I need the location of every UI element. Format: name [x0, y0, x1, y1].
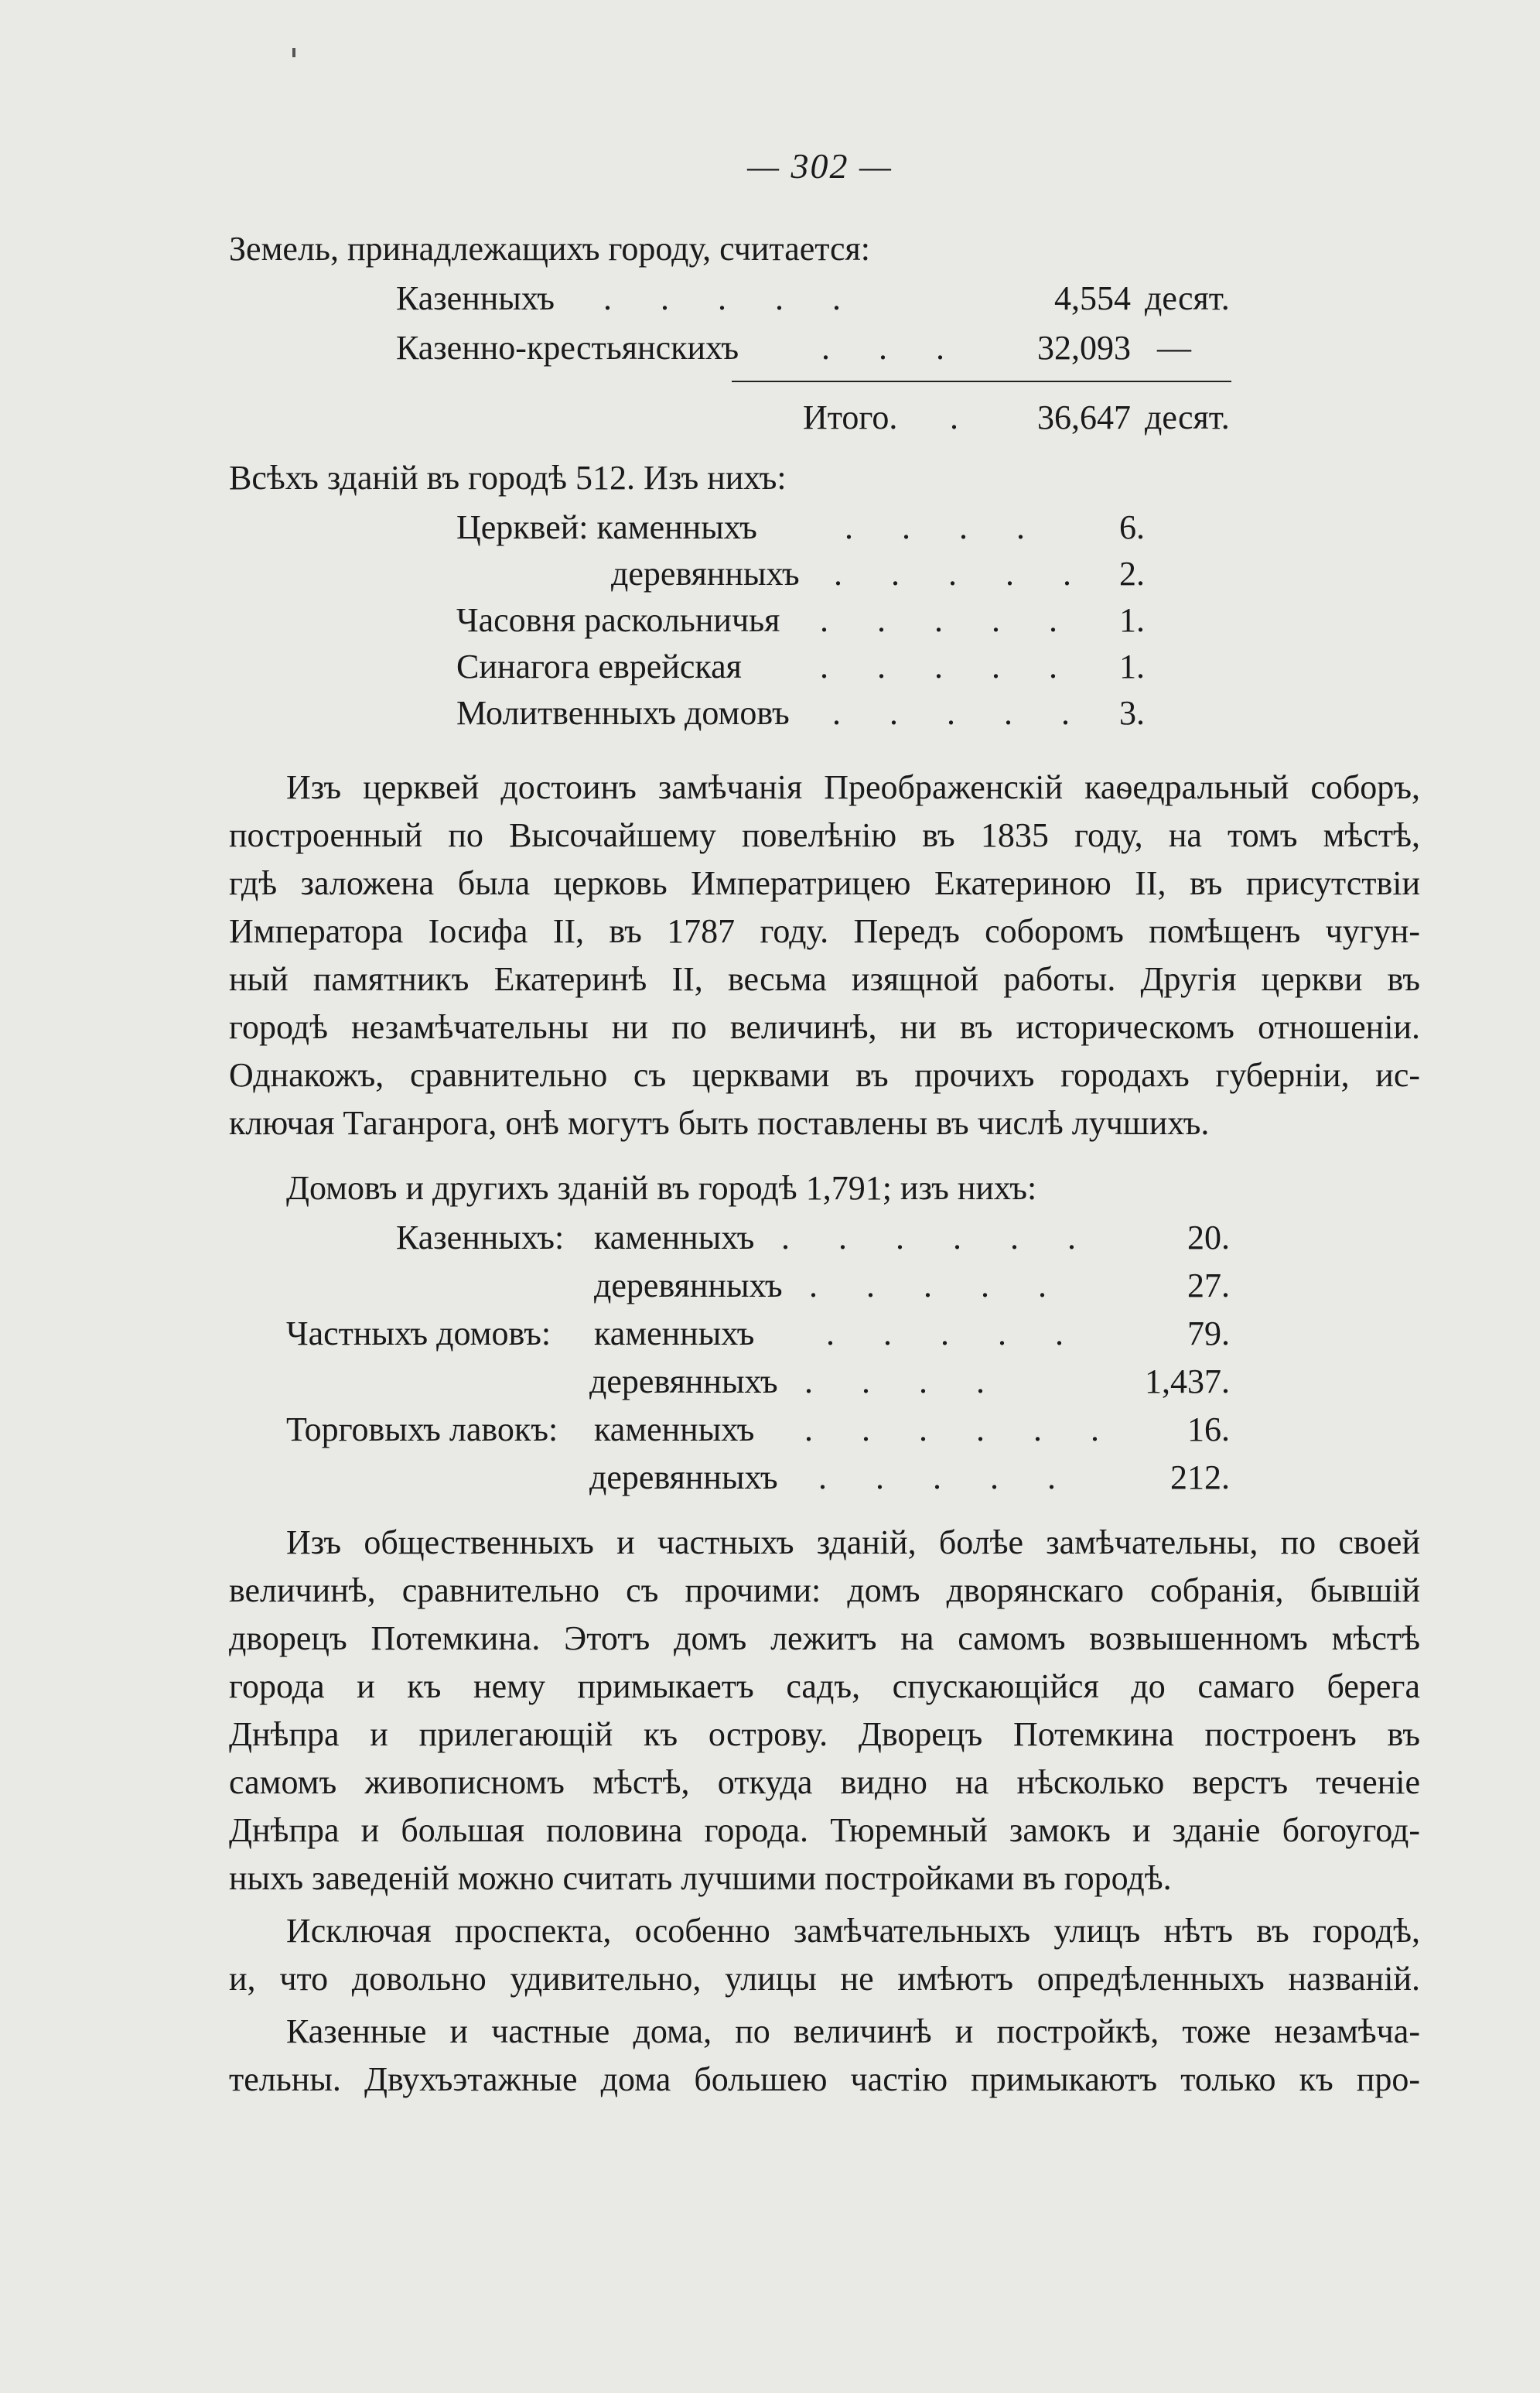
leader-dots: . . . . . — [832, 694, 1090, 732]
lands-row-label: Казенно-крестьянскихъ — [396, 329, 739, 367]
leader-dots: . . . . . — [809, 1267, 1067, 1304]
houses-row-value: 79. — [1187, 1314, 1230, 1352]
buildings-row-value: 1. — [1119, 601, 1145, 639]
lands-row-label: Казенныхъ — [396, 279, 555, 317]
houses-row-value: 27. — [1187, 1267, 1230, 1304]
text-line: и, что довольно удивительно, улицы не имѣютъ опредѣленныхъ названій. — [229, 1960, 1420, 1998]
houses-group-label: Торговыхъ лавокъ: — [286, 1410, 558, 1448]
lands-row-unit: десят. — [1145, 279, 1230, 317]
text-line: ключая Таганрога, онѣ могутъ быть поставлены въ числѣ лучшихъ. — [229, 1104, 1210, 1142]
houses-kind-label: каменныхъ — [594, 1410, 755, 1448]
text-line: величинѣ, сравнительно съ прочими: домъ дворянскаго собранія, бывшій — [229, 1571, 1420, 1609]
leader-dots: . . . — [821, 329, 965, 367]
buildings-row-label: Церквей: каменныхъ — [456, 508, 757, 546]
buildings-row-value: 1. — [1119, 648, 1145, 685]
buildings-row-label: Молитвенныхъ домовъ — [456, 694, 790, 732]
ink-speck — [292, 48, 295, 57]
text-line: Изъ церквей достоинъ замѣчанія Преображенскій каѳедральный соборъ, — [286, 768, 1420, 806]
lands-row-value: 32,093 — [1037, 329, 1131, 367]
houses-row-value: 1,437. — [1145, 1362, 1230, 1400]
leader-dots: . . . . . — [603, 279, 861, 317]
leader-dots: . . . . . . — [804, 1410, 1119, 1448]
lands-row-unit: — — [1157, 329, 1191, 367]
leader-dots: . . . . . — [834, 555, 1091, 593]
lands-total-value: 36,647 — [1037, 398, 1131, 436]
text-line: гдѣ заложена была церковь Императрицею Екатериною II, въ присутствіи — [229, 864, 1420, 902]
leader-dots: . . . . — [804, 1362, 1005, 1400]
text-line: Изъ общественныхъ и частныхъ зданій, болѣе замѣчательны, по своей — [286, 1523, 1420, 1561]
leader-dots: . . . . . — [820, 648, 1077, 685]
houses-kind-label: деревянныхъ — [594, 1267, 783, 1304]
houses-group-label: Казенныхъ: — [396, 1219, 565, 1256]
buildings-row-label: Синагога еврейская — [456, 648, 742, 685]
page-number: — 302 — — [747, 146, 893, 186]
houses-kind-label: каменныхъ — [594, 1314, 755, 1352]
buildings-row-label: Часовня раскольничья — [456, 601, 780, 639]
text-line: ныхъ заведеній можно считать лучшими постройками въ городѣ. — [229, 1859, 1172, 1897]
lands-row-value: 4,554 — [1054, 279, 1131, 317]
text-line: дворецъ Потемкина. Этотъ домъ лежитъ на самомъ возвышенномъ мѣстѣ — [229, 1619, 1420, 1657]
buildings-row-value: 3. — [1119, 694, 1145, 732]
leader-dots: . . . . . — [820, 601, 1077, 639]
text-line: Днѣпра и большая половина города. Тюремный замокъ и зданіе богоугод- — [229, 1811, 1420, 1849]
text-line: городѣ незамѣчательны ни по величинѣ, ни въ историческомъ отношеніи. — [229, 1008, 1420, 1046]
buildings-row-label: деревянныхъ — [611, 555, 800, 593]
text-line: Казенные и частные дома, по величинѣ и постройкѣ, тоже незамѣча- — [286, 2012, 1420, 2050]
houses-kind-label: деревянныхъ — [589, 1362, 778, 1400]
leader-dots: . — [950, 398, 978, 436]
leader-dots: . . . . . . — [781, 1219, 1096, 1256]
buildings-row-value: 6. — [1119, 508, 1145, 546]
houses-row-value: 20. — [1187, 1219, 1230, 1256]
text-line: города и къ нему примыкаетъ садъ, спускающійся до самаго берега — [229, 1667, 1420, 1705]
text-line: ный памятникъ Екатеринѣ II, весьма изящной работы. Другія церкви въ — [229, 960, 1420, 998]
text-line: Исключая проспекта, особенно замѣчательныхъ улицъ нѣтъ въ городѣ, — [286, 1912, 1420, 1950]
sum-rule — [732, 381, 1231, 382]
houses-intro: Домовъ и другихъ зданій въ городѣ 1,791; изъ нихъ: — [286, 1169, 1037, 1207]
text-line: Императора Іосифа II, въ 1787 году. Передъ соборомъ помѣщенъ чугун- — [229, 912, 1420, 950]
leader-dots: . . . . . — [818, 1458, 1076, 1496]
text-line: Однакожъ, сравнительно съ церквами въ прочихъ городахъ губерніи, ис- — [229, 1056, 1420, 1094]
houses-kind-label: деревянныхъ — [589, 1458, 778, 1496]
text-line: тельны. Двухъэтажные дома большею частію примыкаютъ только къ про- — [229, 2060, 1420, 2098]
buildings-intro: Всѣхъ зданій въ городѣ 512. Изъ нихъ: — [229, 459, 787, 497]
text-line: Днѣпра и прилегающій къ острову. Дворецъ Потемкина построенъ въ — [229, 1715, 1420, 1753]
lands-intro: Земель, принадлежащихъ городу, считается: — [229, 230, 871, 268]
houses-group-label: Частныхъ домовъ: — [286, 1314, 551, 1352]
leader-dots: . . . . — [845, 508, 1045, 546]
text-line: самомъ живописномъ мѣстѣ, откуда видно на нѣсколько верстъ теченіе — [229, 1763, 1420, 1801]
houses-row-value: 16. — [1187, 1410, 1230, 1448]
buildings-row-value: 2. — [1119, 555, 1145, 593]
text-line: построенный по Высочайшему повелѣнію въ 1835 году, на томъ мѣстѣ, — [229, 816, 1420, 854]
houses-row-value: 212. — [1170, 1458, 1230, 1496]
lands-total-unit: десят. — [1145, 398, 1230, 436]
leader-dots: . . . . . — [826, 1314, 1084, 1352]
lands-total-label: Итого. — [803, 398, 898, 436]
houses-kind-label: каменныхъ — [594, 1219, 755, 1256]
